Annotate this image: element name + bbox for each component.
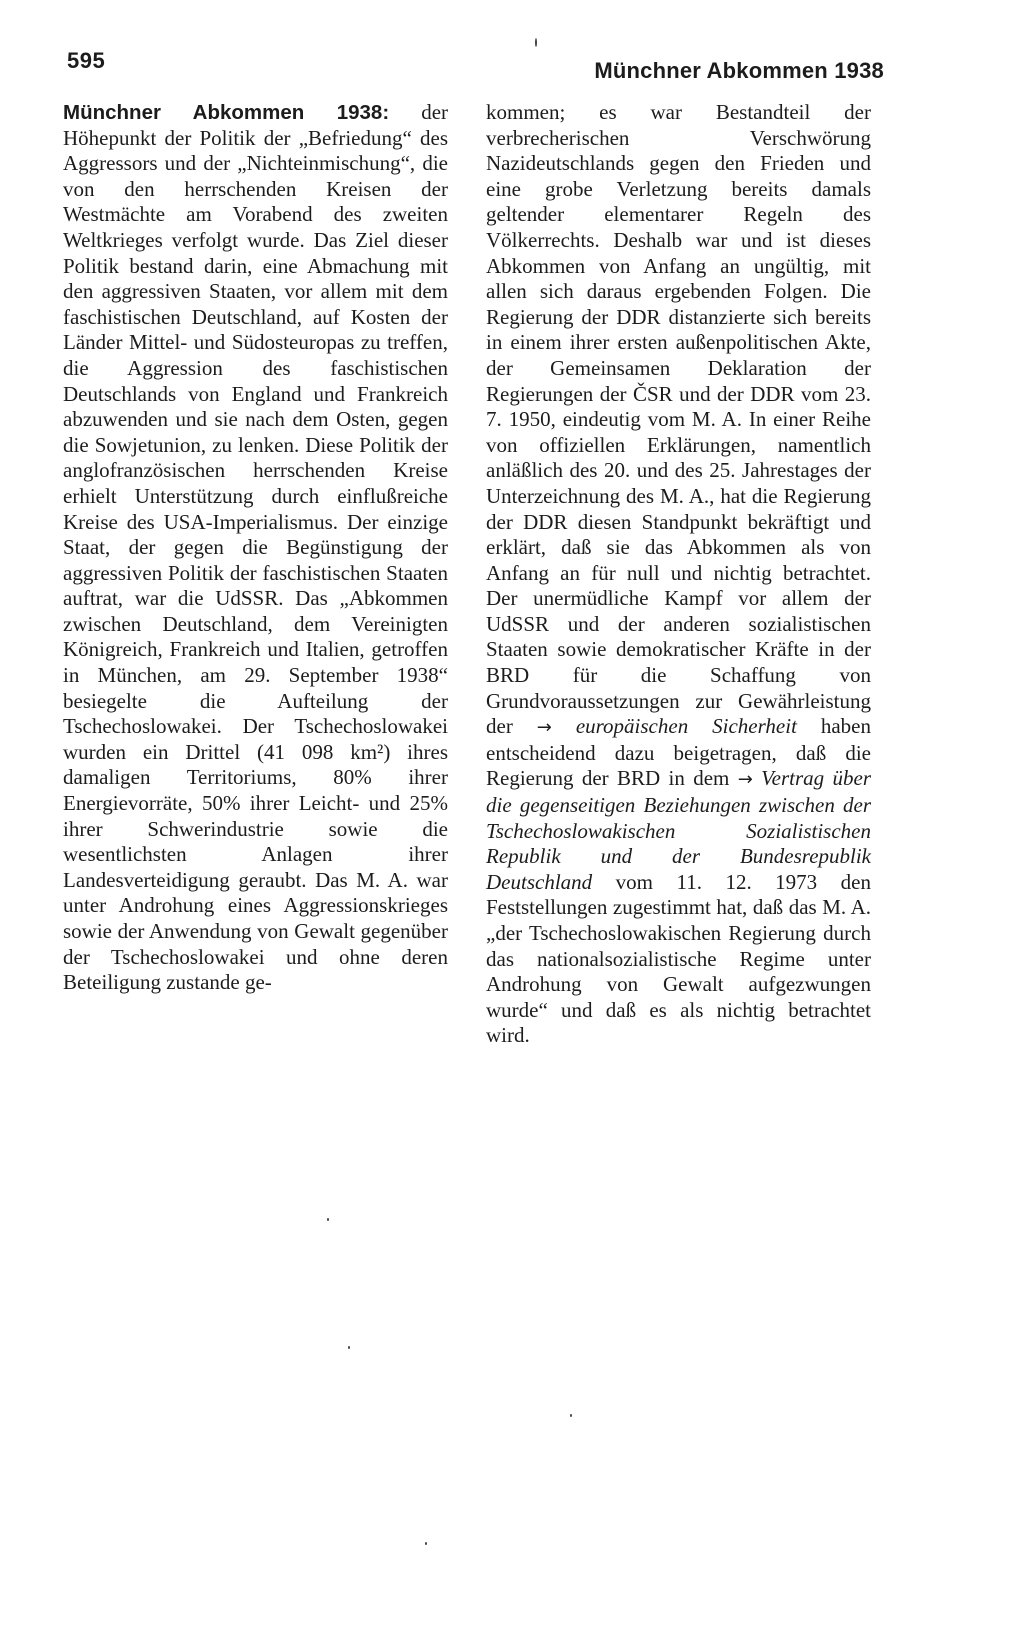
entry-lemma: Münchner Abkommen 1938: [63, 101, 390, 124]
page-number: 595 [67, 48, 106, 73]
right-column [486, 100, 871, 1049]
left-column [63, 100, 448, 996]
cross-reference-european-security[interactable]: europäischen Sicherheit [575, 714, 797, 739]
entry-paragraph-start [63, 100, 448, 996]
cross-reference-treaty[interactable]: Vertrag über die gegenseitigen Beziehungen zwischen der Tschechoslowakischen Sozialistischen Republik und der Bundesrepublik Deutschland [486, 766, 872, 894]
scan-speck [327, 1218, 329, 1221]
cross-reference-arrow-icon: → [737, 769, 753, 791]
cross-reference-arrow-icon: → [536, 717, 552, 739]
right-column-text-1: kommen; es war Bestandteil der verbrecherischen Verschwörung Nazideutschlands gegen den Frieden und eine grobe Verletzung bereits damals geltender elementarer Regeln des Völkerrechts. Deshalb war und ist dieses Abkommen von Anfang an ungültig, mit allen sich daraus ergebenden Folgen. Die Regierung der DDR distanzierte sich bereits in einem ihrer ersten außenpolitischen Akte, der Gemeinsamen Deklaration der Regierungen der ČSR und der DDR vom 23. 7. 1950, eindeutig vom M. A. In einer Reihe von offiziellen Erklärungen, namentlich anläßlich des 20. und des 25. Jahrestages der Unterzeichnung des M. A., hat die Regierung der DDR diesen Standpunkt bekräftigt und erklärt, daß sie das Abkommen als von Anfang an für null und nichtig betrachtet. Der unermüdliche Kampf vor allem der UdSSR und der anderen sozialistischen Staaten sowie demokratischer Kräfte in der BRD für die Schaffung von Grundvoraussetzungen zur Gewährleistung der [486, 100, 871, 739]
running-head: Münchner Abkommen 1938 [594, 58, 884, 83]
scan-speck [348, 1346, 350, 1349]
entry-paragraph-continued [486, 100, 871, 1049]
scan-speck [425, 1542, 427, 1545]
scan-speck [535, 38, 537, 47]
scan-speck [570, 1414, 572, 1417]
right-column-text-2: haben entscheidend dazu beigetragen, daß die Regierung der BRD in dem [486, 714, 872, 791]
right-column-text-3: vom 11. 12. 1973 den Feststellungen zugestimmt hat, daß das M. A. „der Tschechoslowakischen Regierung durch das nationalsozialistische Regime unter Androhung von Gewalt aufgezwungen wurde“ und daß es als nichtig betrachtet wird. [486, 869, 871, 1048]
left-column-text: der Höhepunkt der Politik der „Befriedung“ des Aggressors und der „Nichteinmischung“, die von den herrschenden Kreisen der Westmächte am Vorabend des zweiten Weltkrieges verfolgt wurde. Das Ziel dieser Politik bestand darin, eine Abmachung mit den aggressiven Staaten, vor allem mit dem faschistischen Deutschland, auf Kosten der Länder Mittel- und Südosteuropas zu treffen, die Aggression des faschistischen Deutschlands von England und Frankreich abzuwenden und sie nach dem Osten, gegen die Sowjetunion, zu lenken. Diese Politik der anglofranzösischen herrschenden Kreise erhielt Unterstützung durch einflußreiche Kreise des USA-Imperialismus. Der einzige Staat, der gegen die Begünstigung der aggressiven Politik der faschistischen Staaten auftrat, war die UdSSR. Das „Abkommen zwischen Deutschland, dem Vereinigten Königreich, Frankreich und Italien, getroffen in München, am 29. September 1938“ besiegelte die Aufteilung der Tschechoslowakei. Der Tschechoslowakei wurden ein Drittel (41 098 km²) ihres damaligen Territoriums, 80% ihrer Energievorräte, 50% ihrer Leicht- und 25% ihrer Schwerindustrie sowie die wesentlichsten Anlagen ihrer Landesverteidigung geraubt. Das M. A. war unter Androhung eines Aggressionskrieges sowie der Anwendung von Gewalt gegenüber der Tschechoslowakei und ohne deren Beteiligung zustande ge- [63, 100, 449, 995]
